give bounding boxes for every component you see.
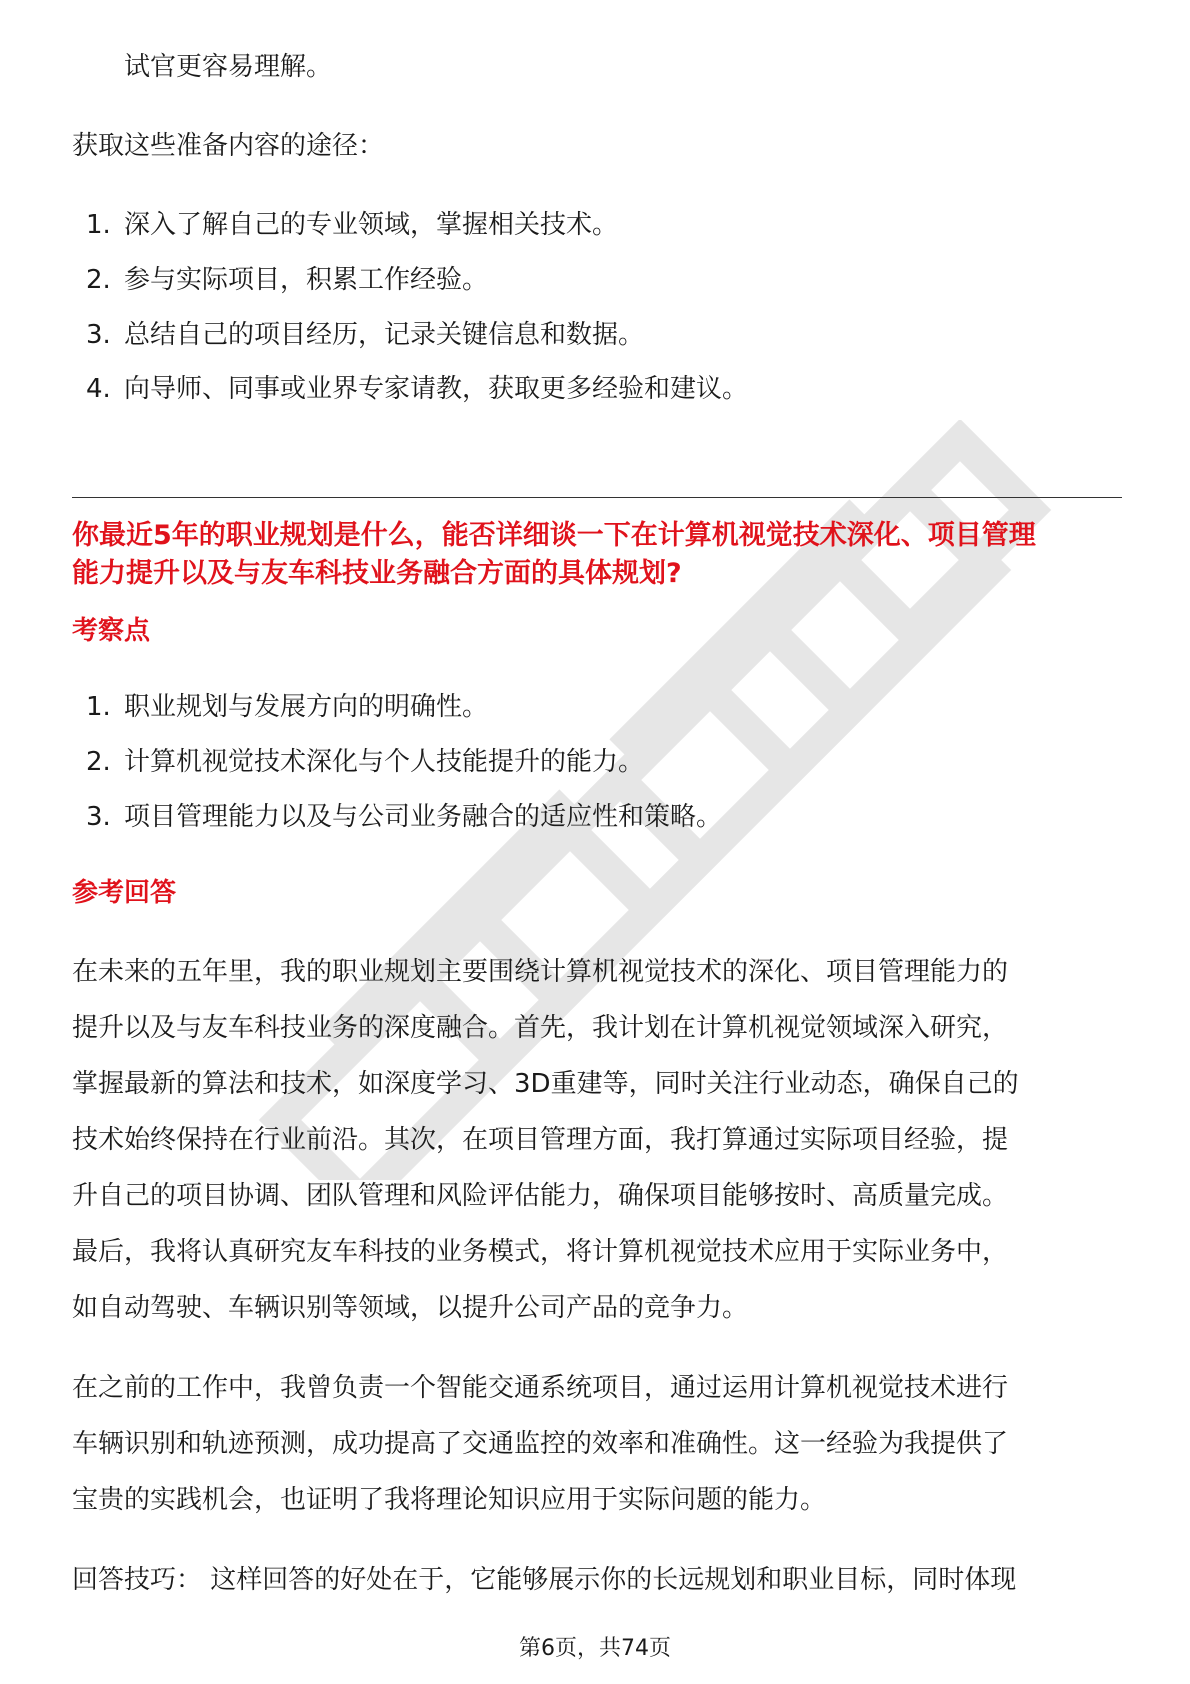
paragraph-line: 宝贵的实践机会，也证明了我将理论知识应用于实际问题的能力。 <box>72 1485 827 1515</box>
question-line-1: 你最近5年的职业规划是什么，能否详细谈一下在计算机视觉技术深化、项目管理 <box>72 520 1036 551</box>
list-item-text: 项目管理能力以及与公司业务融合的适应性和策略。 <box>124 802 723 832</box>
answer-tips: 回答技巧： 这样回答的好处在于，它能够展示你的长远规划和职业目标，同时体现 <box>72 1565 1017 1595</box>
list-number: 4. <box>86 374 111 404</box>
list-item-text: 参与实际项目，积累工作经验。 <box>124 265 489 295</box>
continuation-text: 试官更容易理解。 <box>124 52 333 82</box>
assessment-heading: 考察点 <box>72 616 151 646</box>
list-number: 2. <box>86 747 111 777</box>
list-item-text: 总结自己的项目经历，记录关键信息和数据。 <box>124 320 645 350</box>
list-item-text: 计算机视觉技术深化与个人技能提升的能力。 <box>124 747 645 777</box>
question-line-2: 能力提升以及与友车科技业务融合方面的具体规划? <box>72 558 682 589</box>
list-number: 2. <box>86 265 111 295</box>
list-number: 1. <box>86 692 111 722</box>
paragraph-line: 最后，我将认真研究友车科技的业务模式，将计算机视觉技术应用于实际业务中， <box>72 1237 1009 1267</box>
list-number: 1. <box>86 210 111 240</box>
paragraph-line: 技术始终保持在行业前沿。其次，在项目管理方面，我打算通过实际项目经验，提 <box>72 1125 1009 1155</box>
paragraph-line: 在之前的工作中，我曾负责一个智能交通系统项目，通过运用计算机视觉技术进行 <box>72 1373 1009 1403</box>
sources-heading: 获取这些准备内容的途径： <box>72 131 385 161</box>
paragraph-line: 掌握最新的算法和技术，如深度学习、3D重建等，同时关注行业动态，确保自己的 <box>72 1069 1019 1099</box>
answer-heading: 参考回答 <box>72 878 177 908</box>
list-number: 3. <box>86 320 111 350</box>
section-divider <box>72 497 1122 498</box>
list-item-text: 职业规划与发展方向的明确性。 <box>124 692 489 722</box>
list-item-text: 向导师、同事或业界专家请教，获取更多经验和建议。 <box>124 374 749 404</box>
paragraph-line: 如自动驾驶、车辆识别等领域，以提升公司产品的竞争力。 <box>72 1293 749 1323</box>
paragraph-line: 提升以及与友车科技业务的深度融合。首先，我计划在计算机视觉领域深入研究， <box>72 1013 1009 1043</box>
list-item-text: 深入了解自己的专业领域，掌握相关技术。 <box>124 210 619 240</box>
paragraph-line: 在未来的五年里，我的职业规划主要围绕计算机视觉技术的深化、项目管理能力的 <box>72 957 1009 987</box>
page-number: 第6页，共74页 <box>519 1636 671 1661</box>
paragraph-line: 升自己的项目协调、团队管理和风险评估能力，确保项目能够按时、高质量完成。 <box>72 1181 1009 1211</box>
paragraph-line: 车辆识别和轨迹预测，成功提高了交通监控的效率和准确性。这一经验为我提供了 <box>72 1429 1009 1459</box>
list-number: 3. <box>86 802 111 832</box>
